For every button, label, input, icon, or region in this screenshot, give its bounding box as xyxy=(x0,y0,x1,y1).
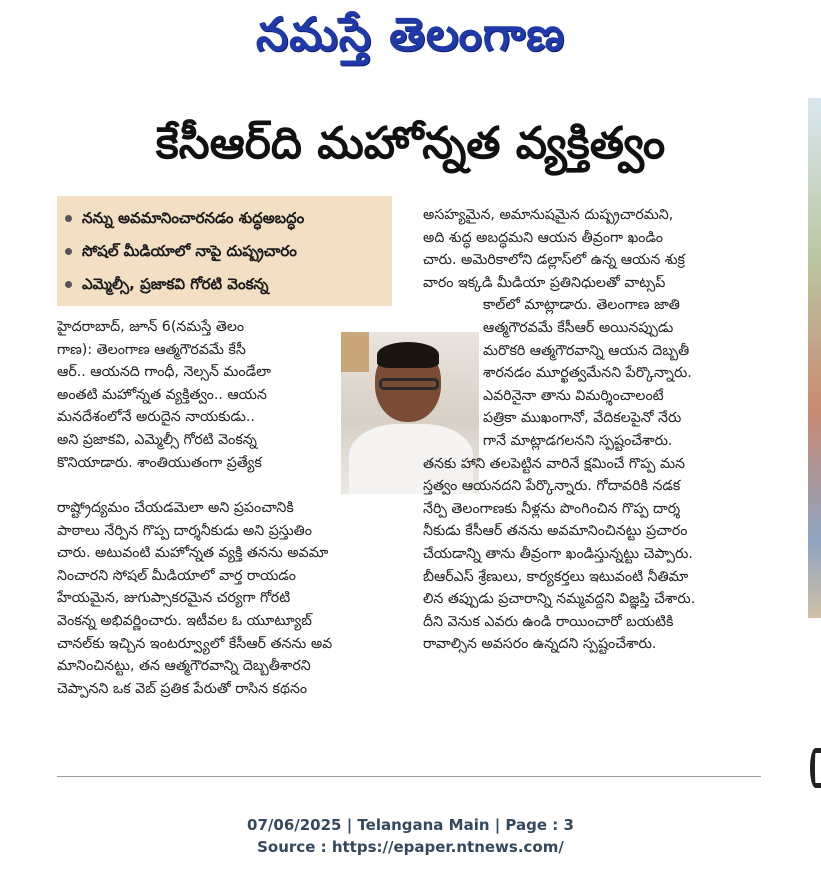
article-line: గాణ): తెలంగాణ ఆత్మగౌరవమే కేసీ xyxy=(57,341,246,358)
article-line: కాల్‌లో మాట్లాడారు. తెలంగాణ జాతి xyxy=(483,297,680,314)
summary-bullet xyxy=(65,235,384,268)
summary-bullet-text: ఎమ్మెల్సీ, ప్రజాకవి గోరటి వెంకన్న xyxy=(82,275,269,293)
article-line: చారు. అమెరికాలోని డల్లాస్‌లో ఉన్న ఆయన శుక్ర xyxy=(423,252,685,269)
article-column-left-top xyxy=(57,316,347,474)
footer-source-link[interactable]: Source : https://epaper.ntnews.com/ xyxy=(257,838,564,856)
article-line: రావాల్సిన అవసరం ఉన్నదని స్పష్టంచేశారు. xyxy=(423,636,657,653)
article-line: చారు. అటువంటి మహోన్నత వ్యక్తి తనను అవమా xyxy=(57,545,329,562)
article-line: చెప్పానని ఒక వెబ్ ప్రతిక పేరుతో రాసిన కథనం xyxy=(57,680,308,697)
footer-date-page: 07/06/2025 | Telangana Main | Page : 3 xyxy=(247,816,574,834)
article-line: మానించినట్టు, తన ఆత్మగౌరవాన్ని దెబ్బతీశారని xyxy=(57,658,311,675)
article-line: నేర్పి తెలంగాణకు నీళ్లను పొంగించిన గొప్ప దార్శ xyxy=(423,500,681,517)
footer-divider xyxy=(57,776,761,777)
article-line: రాష్ట్రోద్యమం చేయడమెలా అని ప్రపంచానికి xyxy=(57,500,294,516)
article-column-left-bottom xyxy=(57,497,395,700)
article-line: స్తత్వం ఆయనదని పేర్కొన్నారు. గోదావరికి నడక xyxy=(423,478,681,495)
article-line: గానే మాట్లాడగలనని స్పష్టంచేశారు. xyxy=(483,432,673,449)
article-line: దీని వెనుక ఎవరు ఉండి రాయించారో బయటికి xyxy=(423,613,674,630)
summary-bullet xyxy=(65,202,384,235)
article-line: వెంకన్న అభివర్ణించారు. ఇటీవల ఓ యూట్యూబ్ xyxy=(57,612,312,629)
newspaper-masthead: నమస్తే తెలంగాణ xyxy=(255,7,566,61)
article-line: పాఠాలు నేర్పిన గొప్ప దార్శనీకుడు అని ప్రస్తుతిం xyxy=(57,522,312,539)
article-line: బీఆర్‌ఎస్ శ్రేణులు, కార్యకర్తలు ఇటువంటి నీతిమా xyxy=(423,568,689,585)
adjacent-page-edge-image xyxy=(808,98,821,618)
article-line: నించారని సోషల్ మీడియాలో వార్త రాయడం xyxy=(57,567,296,584)
article-line: అసహ్యమైన, అమానుషమైన దుష్ప్రచారమని, xyxy=(423,207,674,223)
article-line: ఆర్.. ఆయనది గాంధీ, నెల్సన్ మండేలా xyxy=(57,364,271,381)
article-line: అని ప్రజాకవి, ఎమ్మెల్సీ గోరటి వెంకన్న xyxy=(57,431,257,448)
article-line: శారనడం మూర్ఖత్వమేనని పేర్కొన్నారు. xyxy=(483,365,692,382)
summary-bullets-box xyxy=(57,196,392,306)
article-line: హైదరాబాద్, జూన్ 6(నమస్తే తెలం xyxy=(57,319,245,335)
article-line: అంతటి మహోన్నత వ్యక్తిత్వం.. ఆయన xyxy=(57,386,267,403)
bullet-dot-icon xyxy=(65,248,72,255)
photo-background-detail xyxy=(341,332,369,372)
article-line: మనదేశంలోనే అరుదైన నాయకుడు.. xyxy=(57,409,255,426)
article-line: మరొకరి ఆత్మగౌరవాన్ని ఆయన దెబ్బతీ xyxy=(483,342,690,359)
article-line: ఆత్మగౌరవమే కేసీఆర్ అయినప్పుడు xyxy=(483,319,674,336)
summary-bullet xyxy=(65,268,384,301)
bullet-dot-icon xyxy=(65,281,72,288)
article-line: వారం ఇక్కడి మీడియా ప్రతినిధులతో వాట్సప్ xyxy=(423,274,666,291)
article-line: హేయమైన, జుగుప్సాకరమైన చర్యగా గోరటి xyxy=(57,590,291,607)
article-line: చానల్‌కు ఇచ్చిన ఇంటర్వ్యూలో కేసీఆర్ తనను అవ xyxy=(57,635,333,652)
article-line: ఎవరినైనా తాను విమర్శించాలంటే xyxy=(483,387,664,404)
article-column-right xyxy=(423,204,759,656)
article-headline: కేసీఆర్‌ది మహోన్నత వ్యక్తిత్వం xyxy=(155,118,666,169)
article-line: అది శుద్ధ అబద్ధమని ఆయన తీవ్రంగా ఖండిం xyxy=(423,229,663,246)
bullet-dot-icon xyxy=(65,215,72,222)
summary-bullet-text: సోషల్ మీడియాలో నాపై దుష్ప్రచారం xyxy=(82,242,297,260)
article-line: నీకుడు కేసీఆర్ తనను అవమానించినట్టు ప్రచారం xyxy=(423,523,688,540)
summary-bullet-text: నన్ను అవమానించారనడం శుద్ధఅబద్ధం xyxy=(82,209,305,227)
article-line: కొనియాడారు. శాంతియుతంగా ప్రత్యేక xyxy=(57,454,262,471)
article-line: లిన తప్పుడు ప్రచారాన్ని నమ్మవద్దని విజ్ఞప్తి చేశారు. xyxy=(423,591,696,608)
adjacent-page-edge-mark xyxy=(810,748,821,788)
article-line: పత్రికా ముఖంగానో, వేదికలపైనో నేరు xyxy=(483,410,682,427)
article-line: తనకు హాని తలపెట్టిన వారినే క్షమించే గొప్ప మన xyxy=(423,455,685,472)
article-line: చేయడాన్ని తాను తీవ్రంగా ఖండిస్తున్నట్టు చెప్పారు. xyxy=(423,545,693,562)
